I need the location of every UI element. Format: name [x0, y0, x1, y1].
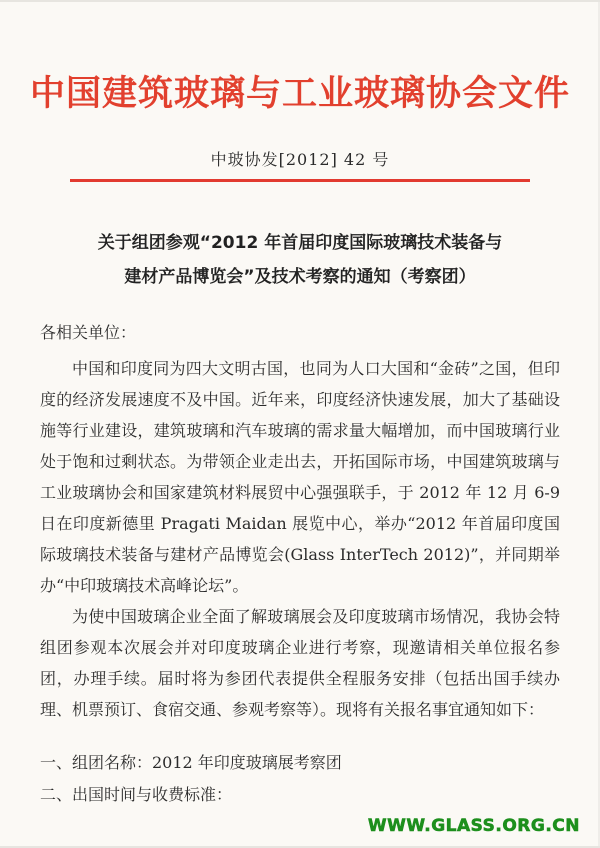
notice-body: [40, 353, 560, 725]
letterhead-divider: [70, 179, 530, 182]
body-paragraph: 为使中国玻璃企业全面了解玻璃展会及印度玻璃市场情况，我协会特组团参观本次展会并对印度玻璃企业进行考察，现邀请相关单位报名参团，办理手续。届时将为参团代表提供全程服务安排（包括出国手续办理、机票预订、食宿交通、参观考察等）。现将有关报名事宜通知如下：: [40, 607, 560, 719]
notice-list: [40, 747, 560, 811]
notice-title: [60, 226, 540, 294]
list-item-group-name: 一、组团名称：2012 年印度玻璃展考察团: [40, 753, 342, 772]
notice-title-line2: 建材产品博览会”及技术考察的通知（考察团）: [124, 267, 476, 287]
body-paragraph: 中国和印度同为四大文明古国，也同为人口大国和“金砖”之国，但印度的经济发展速度不及中国。近年来，印度经济快速发展，加大了基础设施等行业建设，建筑玻璃和汽车玻璃的需求量大幅增加，而中国玻璃行业处于饱和过剩状态。为带领企业走出去，开拓国际市场，中国建筑玻璃与工业玻璃协会和国家建筑材料展贸中心强强联手，于 2012 年 12 月 6-9 日在印度新德里 Pragati Maidan 展览中心，举办“2012 年首届印度国际玻璃技术装备与建材产品博览会(Glass InterTech 2012)”，并同期举办“中印玻璃技术高峰论坛”。: [40, 359, 560, 595]
salutation: 各相关单位：: [40, 323, 137, 342]
website-watermark: WWW.GLASS.ORG.CN: [367, 816, 580, 836]
notice-title-line1: 关于组团参观“2012 年首届印度国际玻璃技术装备与: [97, 233, 503, 253]
list-item-schedule-fees: 二、出国时间与收费标准：: [40, 785, 233, 804]
org-letterhead-title: 中国建筑玻璃与工业玻璃协会文件: [29, 73, 570, 114]
document-number: 中玻协发[2012] 42 号: [210, 150, 390, 169]
